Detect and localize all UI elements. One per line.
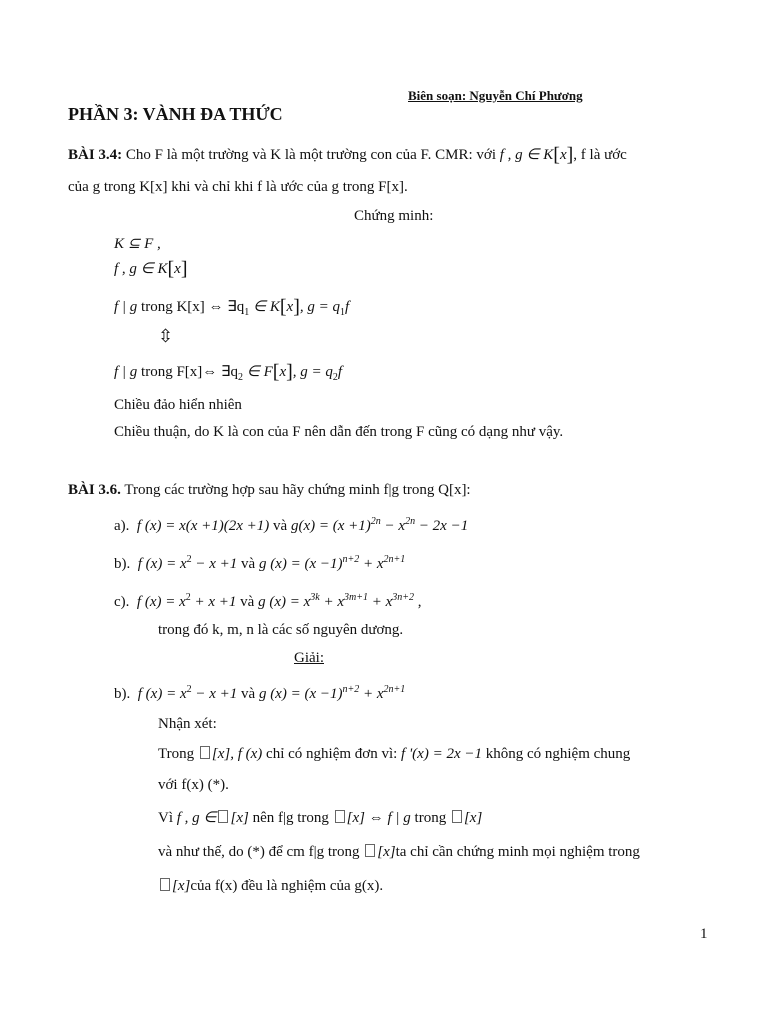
- case-c-square: 2: [185, 592, 191, 603]
- ex34-l3-g: , g = q: [299, 299, 340, 315]
- ex36-case-a: [114, 512, 468, 536]
- remark-line4: [158, 842, 640, 862]
- ex34-l3-in: ∈ K: [249, 299, 280, 315]
- ex34-statement-line1: BÀI 3.4: Cho F là một trường và K là một trường con của F. CMR: với f , g ∈ K[x], f là ước: [68, 144, 627, 166]
- author-line: Biên soạn: Nguyễn Chí Phương: [408, 88, 583, 103]
- case-c-f-rest: + x +1: [190, 594, 237, 610]
- r1-math: [x], f (x): [211, 746, 263, 762]
- case-a-g-term1: (x +1): [332, 518, 371, 534]
- ex34-l4-f: f: [337, 364, 343, 380]
- ex36-text: Trong các trường hợp sau hãy chứng minh f|g trong Q[x]:: [120, 482, 471, 498]
- ex34-l4-f-divides-g: f | g: [114, 364, 138, 380]
- sol-b-exp1: n+2: [342, 684, 360, 695]
- case-c-exp2: 3m+1: [344, 592, 368, 603]
- case-b-f: f (x) = x: [137, 556, 187, 572]
- r1-text: Trong: [158, 746, 198, 762]
- solution-heading: Giải:: [294, 650, 324, 666]
- case-c-end: ,: [414, 594, 422, 610]
- case-a-g-term3: − 2x −1: [415, 518, 469, 534]
- r3-text: Vì: [158, 810, 177, 826]
- case-a-f: f (x) = x(x +1)(2x +1): [136, 518, 270, 534]
- ex34-proof-line4: f | g trong F[x]⇔ $\exists q_2$ ∈ F[x], $g = q_2f$: [114, 361, 343, 383]
- ex34-l2-math: f , g ∈ K: [114, 261, 168, 277]
- remark-line5: [158, 876, 383, 896]
- sol-b-label: b).: [114, 686, 131, 702]
- ex36-statement: [68, 480, 471, 500]
- ex34-label: BÀI 3.4:: [68, 147, 123, 163]
- case-b-f-rest: − x +1: [191, 556, 238, 572]
- r3-ring3: [x]: [463, 810, 483, 826]
- remark-line3: [158, 808, 482, 828]
- r1-text3: không có nghiệm chung: [481, 746, 631, 762]
- case-c-label: c).: [114, 594, 130, 610]
- sol-b-g-rest: + x: [359, 686, 384, 702]
- r4-text2: ta chỉ cần chứng minh mọi nghiệm trong: [395, 844, 640, 860]
- r5-ring: [x]: [172, 878, 191, 894]
- case-a-exp1: 2n: [370, 516, 381, 527]
- ex34-proof-line5: Chiều đảo hiển nhiên: [114, 397, 242, 413]
- ex34-l3-text: trong K[x] ⇔ ∃q: [137, 299, 245, 315]
- case-b-g: g (x) = (x −1): [258, 556, 343, 572]
- r4-text: và như thế, do (*) để cm f|g trong: [158, 844, 364, 860]
- ex34-statement-line2: của g trong K[x] khi và chỉ khi f là ước của g trong F[x].: [68, 179, 408, 195]
- section-title: PHẦN 3: VÀNH ĐA THỨC: [68, 104, 283, 124]
- ex34-text-end: , f là ước: [573, 147, 627, 163]
- case-c-term2: + x: [319, 594, 345, 610]
- case-b-and: và: [237, 556, 259, 572]
- missing-glyph-icon: [335, 810, 345, 823]
- r5-text: của f(x) đều là nghiệm của g(x).: [190, 878, 384, 894]
- ex34-l3-f: f: [344, 299, 350, 315]
- case-b-square: 2: [186, 554, 192, 565]
- case-c-term3: + x: [368, 594, 393, 610]
- case-c-exp3: 3n+2: [392, 592, 415, 603]
- case-c-g: g (x) = x: [258, 594, 311, 610]
- r4-ring: [x]: [377, 844, 396, 860]
- remark-line2: với f(x) (*).: [158, 777, 229, 793]
- ex34-proof-line2: f , g ∈ K[x]: [114, 258, 188, 280]
- case-c-exp1: 3k: [310, 592, 320, 603]
- sol-b-f: f (x) = x: [137, 686, 187, 702]
- ex34-l4-text: trong F[x]⇔ ∃q: [137, 364, 239, 380]
- missing-glyph-icon: [218, 810, 228, 823]
- sol-b-and: và: [237, 686, 259, 702]
- case-a-label: a).: [114, 518, 130, 534]
- r3-math: f , g ∈: [176, 810, 217, 826]
- missing-glyph-icon: [365, 844, 375, 857]
- ex36-case-note: trong đó k, m, n là các số nguyên dương.: [158, 622, 404, 638]
- case-a-g-term2: − x: [380, 518, 406, 534]
- ex34-proof-line1: K ⊆ F ,: [114, 236, 161, 252]
- r3-ring2: [x] ⇔: [346, 810, 388, 826]
- ex34-l3-sub2: 1: [339, 307, 345, 318]
- ex34-text: Cho F là một trường và K là một trường con của F. CMR: với: [122, 147, 500, 163]
- ex34-l4-sub: 2: [238, 372, 244, 383]
- r3-text2: nên f|g trong: [248, 810, 333, 826]
- ex34-l4-in: ∈ F: [243, 364, 273, 380]
- remark-line1: [158, 744, 630, 764]
- ex34-l3-sub: 1: [244, 307, 250, 318]
- ex34-proof-line3: f | g trong K[x] ⇔ $\exists q_1$ ∈ K[x], $g = q_1f$: [114, 296, 350, 318]
- ex34-l4-sub2: 2: [332, 372, 338, 383]
- equivalence-arrow: ⇳: [158, 326, 174, 346]
- sol-b-exp2: 2n+1: [383, 684, 406, 695]
- ex34-l3-f-divides-g: f | g: [114, 299, 138, 315]
- case-a-and: và: [269, 518, 291, 534]
- case-b-g-rest: + x: [359, 556, 384, 572]
- sol-b-g: g (x) = (x −1): [258, 686, 343, 702]
- sol-b-square: 2: [186, 684, 192, 695]
- ex34-proof-line6: Chiều thuận, do K là con của F nên dẫn đến trong F cũng có dạng như vậy.: [114, 424, 564, 440]
- case-b-exp2: 2n+1: [383, 554, 406, 565]
- ex34-math: f , g ∈ K: [499, 147, 554, 163]
- r3-divides: f | g: [387, 810, 411, 826]
- ex34-l4-g: , g = q: [292, 364, 333, 380]
- missing-glyph-icon: [452, 810, 462, 823]
- case-b-exp1: n+2: [342, 554, 360, 565]
- remark-heading: Nhận xét:: [158, 716, 217, 732]
- case-c-and: và: [236, 594, 259, 610]
- case-c-f: f (x) = x: [136, 594, 186, 610]
- r3-text3: trong: [410, 810, 450, 826]
- ex36-case-b: [114, 550, 405, 574]
- r1-derivative: f '(x) = 2x −1: [401, 746, 482, 762]
- sol-b-f-rest: − x +1: [191, 686, 238, 702]
- missing-glyph-icon: [160, 878, 170, 891]
- page-number: 1: [700, 926, 708, 942]
- ex36-case-c: [114, 588, 422, 612]
- ex34-proof-heading: Chứng minh:: [354, 208, 434, 224]
- missing-glyph-icon: [200, 746, 210, 759]
- solution-case-b: [114, 680, 405, 704]
- case-a-g-lhs: g(x) =: [290, 518, 333, 534]
- case-a-exp2: 2n: [405, 516, 416, 527]
- r3-ring: [x]: [230, 810, 249, 826]
- case-b-label: b).: [114, 556, 131, 572]
- r1-text2: chỉ có nghiệm đơn vì:: [262, 746, 402, 762]
- ex36-label: BÀI 3.6.: [68, 482, 121, 498]
